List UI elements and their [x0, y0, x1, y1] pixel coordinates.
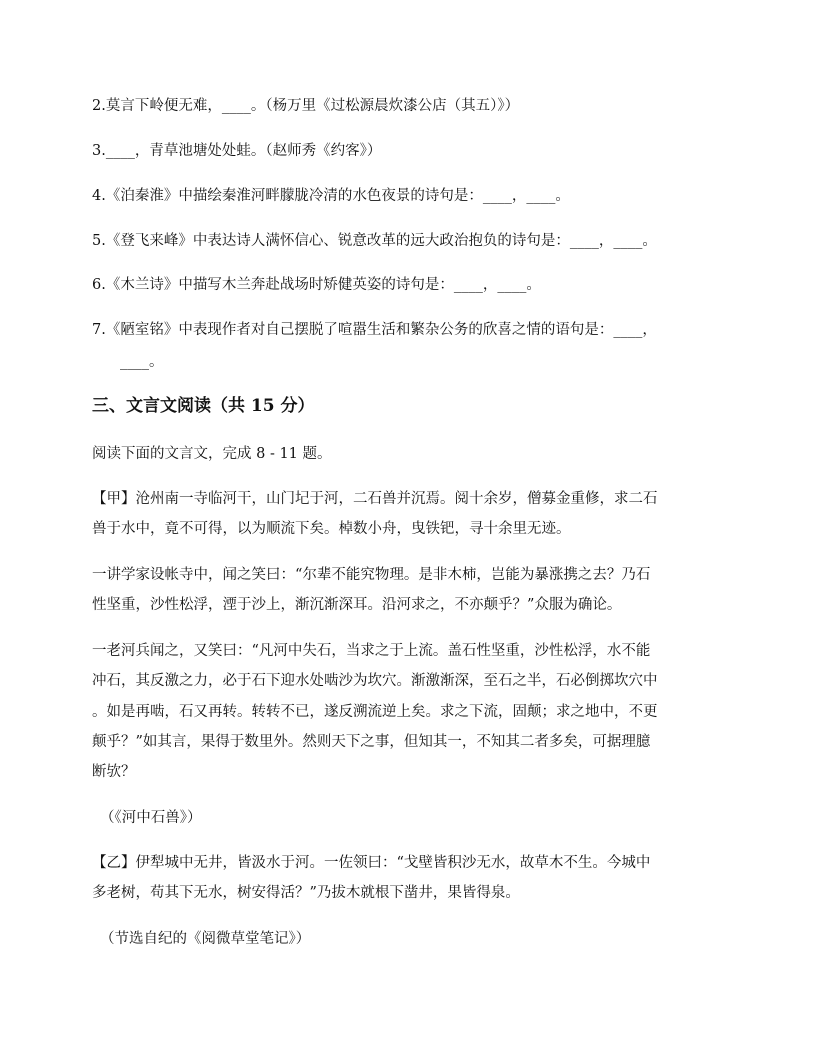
section-title: 三、文言文阅读（共 15 分）: [92, 396, 315, 416]
question-4: 4.《泊秦淮》中描绘秦淮河畔朦胧冷清的水色夜景的诗句是：____，____。: [92, 188, 570, 204]
passage-jia-line: 一老河兵闻之，又笑曰：“凡河中失石，当求之于上流。盖石性坚重，沙性松浮，水不能: [92, 643, 651, 659]
question-6: 6.《木兰诗》中描写木兰奔赴战场时矫健英姿的诗句是：____，____。: [92, 277, 541, 293]
source-jia: （《河中石兽》）: [100, 810, 202, 826]
passage-jia-line: 颠乎？”如其言，果得于数里外。然则天下之事，但知其一，不知其二者多矣，可据理臆: [92, 734, 651, 750]
passage-jia-line: 断欤？: [92, 764, 136, 780]
source-yi: （节选自纪的《阅微草堂笔记》）: [100, 931, 311, 947]
question-3: 3.____，青草池塘处处蛙。（赵师秀《约客》）: [92, 143, 382, 159]
passage-jia-line: 冲石，其反激之力，必于石下迎水处啮沙为坎穴。渐激渐深，至石之半，石必倒掷坎穴中: [92, 673, 658, 689]
passage-jia-line: 。如是再啮，石又再转。转转不已，遂反溯流逆上矣。求之下流，固颠；求之地中，不更: [92, 704, 658, 720]
passage-yi-line: 多老树，苟其下无水，树安得活？”乃拔木就根下凿井，果皆得泉。: [92, 885, 520, 901]
passage-jia-line: 性坚重，沙性松浮，湮于沙上，渐沉渐深耳。沿河求之，不亦颠乎？”众服为确论。: [92, 597, 622, 613]
question-2: 2.莫言下岭便无难，____。（杨万里《过松源晨炊漆公店（其五）》）: [92, 98, 520, 114]
passage-jia-line: 兽于水中，竟不可得，以为顺流下矣。棹数小舟，曳铁钯，寻十余里无迹。: [92, 521, 571, 537]
passage-yi-line: 【乙】伊犁城中无井，皆汲水于河。一佐领曰：“戈壁皆积沙无水，故草木不生。今城中: [92, 855, 651, 871]
instruction: 阅读下面的文言文，完成 8 - 11 题。: [92, 446, 332, 462]
question-7-continuation: ____。: [120, 354, 164, 370]
passage-jia-line: 一讲学家设帐寺中，闻之笑曰：“尔辈不能究物理。是非木柿，岂能为暴涨携之去？乃石: [92, 567, 651, 583]
passage-jia-line: 【甲】沧州南一寺临河干，山门圮于河，二石兽并沉焉。阅十余岁，僧募金重修，求二石: [92, 491, 658, 507]
question-7: 7.《陋室铭》中表现作者对自己摆脱了喧嚣生活和繁杂公务的欣喜之情的语句是：____，: [92, 322, 657, 338]
question-5: 5.《登飞来峰》中表达诗人满怀信心、锐意改革的远大政治抱负的诗句是：____，____。: [92, 233, 657, 249]
